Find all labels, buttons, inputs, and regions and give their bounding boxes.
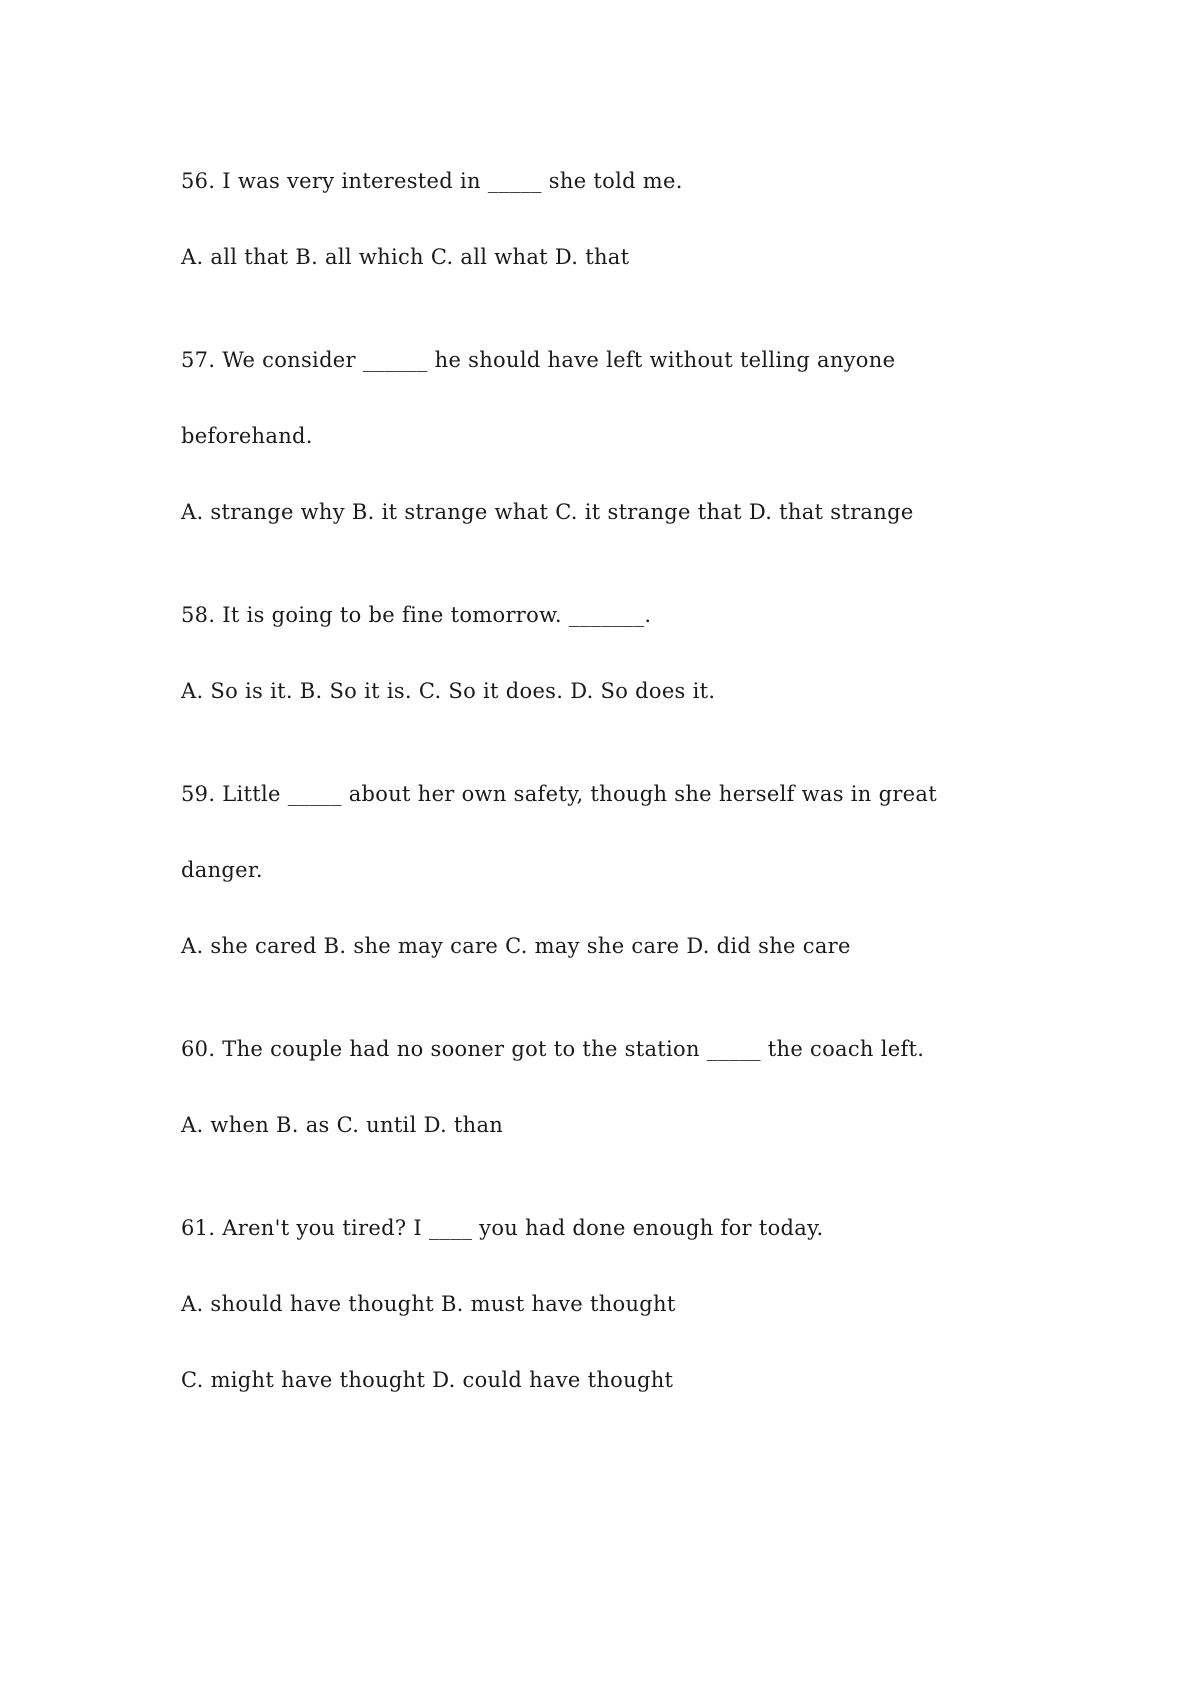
question-59-options: A. she cared B. she may care C. may she care D. did she care [181, 934, 851, 958]
question-57-stem-continued: beforehand. [181, 424, 313, 448]
question-59-stem-continued: danger. [181, 858, 263, 882]
question-60-stem: 60. The couple had no sooner got to the station _____ the coach left. [181, 1037, 925, 1061]
question-57-stem: 57. We consider ______ he should have left without telling anyone [181, 348, 896, 372]
question-61-stem: 61. Aren't you tired? I ____ you had done enough for today. [181, 1216, 824, 1240]
question-57-options: A. strange why B. it strange what C. it strange that D. that strange [181, 500, 914, 524]
question-58-stem: 58. It is going to be fine tomorrow. _______. [181, 603, 652, 627]
question-56-stem: 56. I was very interested in _____ she told me. [181, 169, 683, 193]
question-58-options: A. So is it. B. So it is. C. So it does. D. So does it. [181, 679, 716, 703]
question-56-options: A. all that B. all which C. all what D. that [181, 245, 630, 269]
question-60-options: A. when B. as C. until D. than [181, 1113, 504, 1137]
question-61-options-line-1: A. should have thought B. must have thought [181, 1292, 676, 1316]
question-59-stem: 59. Little _____ about her own safety, though she herself was in great [181, 782, 937, 806]
question-61-options-line-2: C. might have thought D. could have thought [181, 1368, 674, 1392]
